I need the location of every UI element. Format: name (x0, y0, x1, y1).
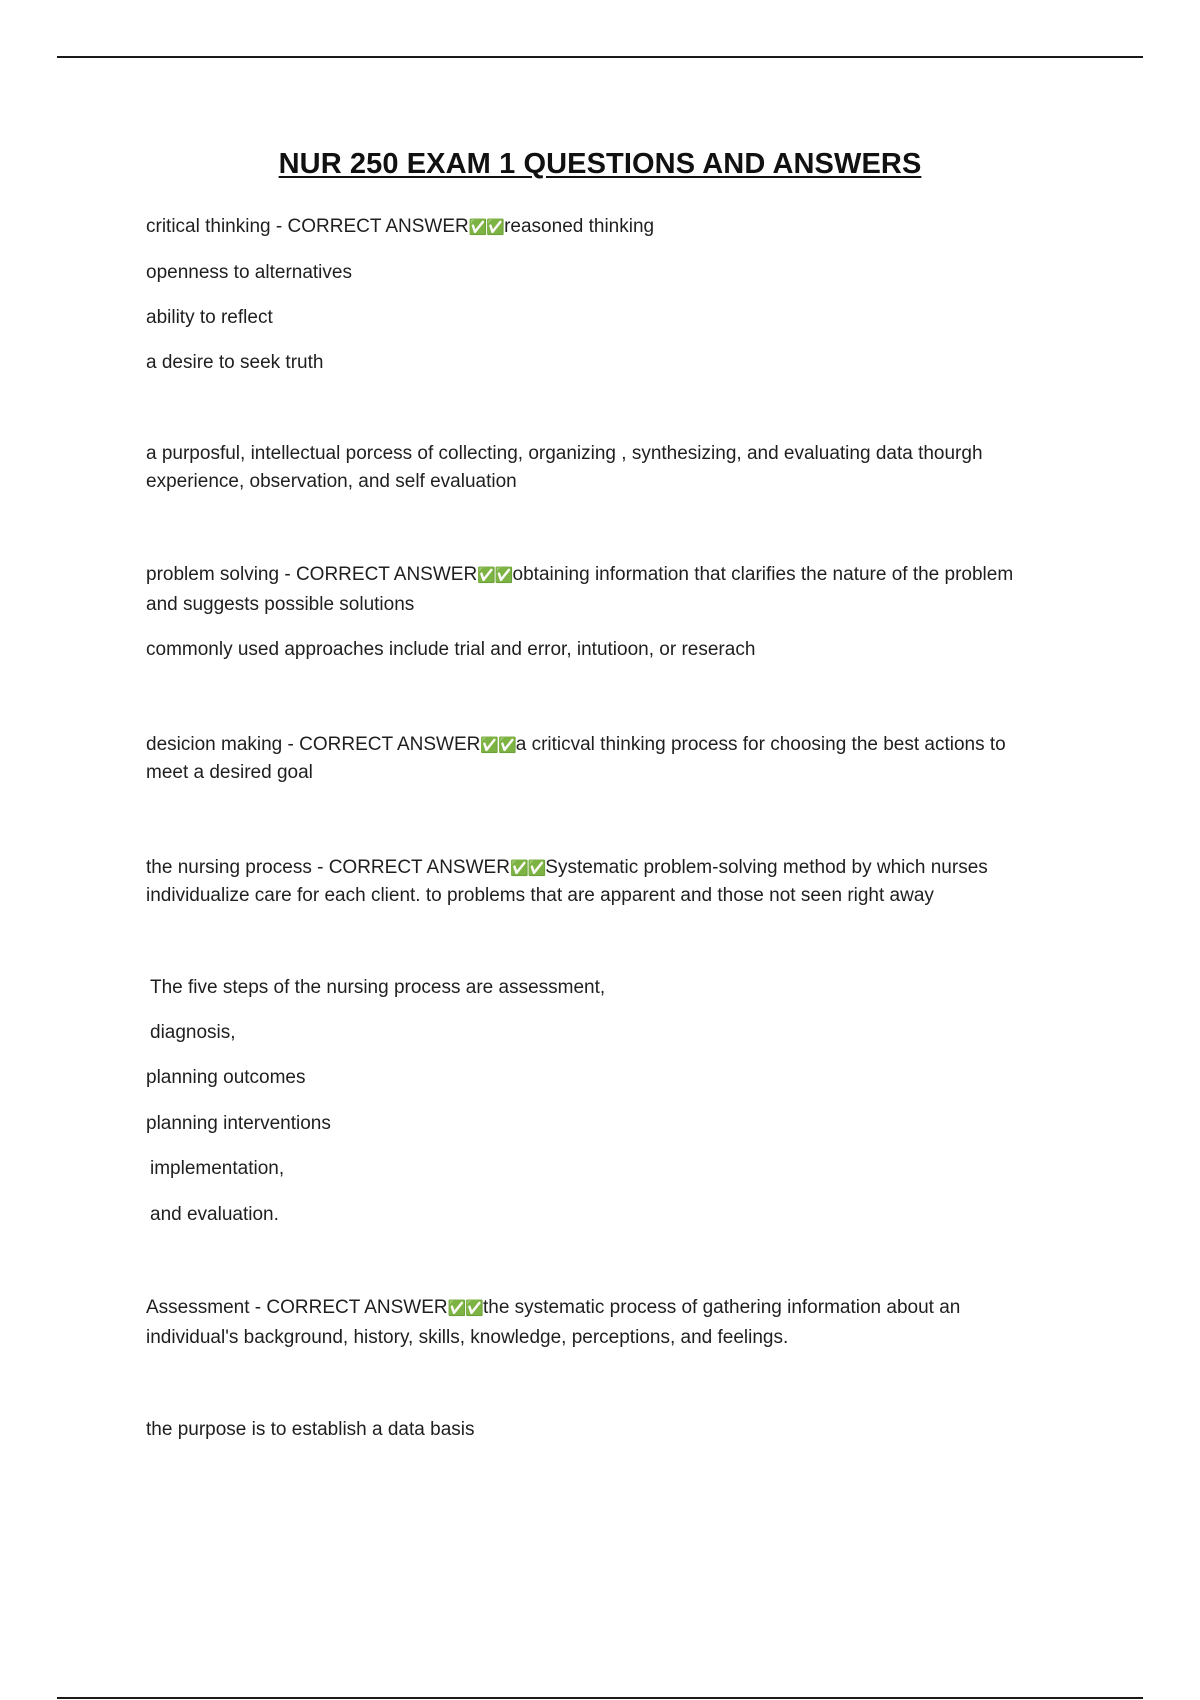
check-icon: ✅✅ (477, 567, 513, 584)
text-line: commonly used approaches include trial and error, intutioon, or reserach (146, 639, 756, 660)
text-line: planning interventions (146, 1113, 331, 1134)
check-icon: ✅✅ (509, 860, 546, 877)
qa-line-assessment: Assessment - CORRECT ANSWER✅✅the systematic process of gathering information about an (146, 1297, 961, 1318)
text-line: openness to alternatives (146, 262, 352, 283)
text-line: individual's background, history, skills, knowledge, perceptions, and feelings. (146, 1327, 789, 1348)
bottom-rule (57, 1697, 1143, 1699)
document-title: NUR 250 EXAM 1 QUESTIONS AND ANSWERS (278, 148, 922, 180)
check-icon: ✅✅ (480, 737, 516, 754)
text-line: ability to reflect (146, 307, 273, 328)
answer-marker: CORRECT ANSWER (299, 734, 481, 755)
check-icon: ✅✅ (468, 219, 505, 236)
top-rule (57, 56, 1143, 58)
text-line: diagnosis, (150, 1022, 236, 1043)
check-icon: ✅✅ (447, 1300, 483, 1317)
text-line: a desire to seek truth (146, 352, 324, 373)
text-line: individualize care for each client. to problems that are apparent and those not seen right away (146, 885, 934, 906)
answer-marker: CORRECT ANSWER (266, 1297, 448, 1318)
qa-line-nursing-process: the nursing process - CORRECT ANSWER✅✅Systematic problem-solving method by which nurses (146, 857, 988, 878)
text-line: experience, observation, and self evaluation (146, 471, 517, 492)
text-line: and evaluation. (150, 1204, 279, 1225)
text-line: The five steps of the nursing process are assessment, (150, 977, 606, 998)
answer-marker: CORRECT ANSWER (287, 216, 469, 237)
text-line: implementation, (150, 1158, 285, 1179)
answer-marker: CORRECT ANSWER (295, 564, 478, 585)
text-line: and suggests possible solutions (146, 594, 415, 615)
qa-line-decision-making: desicion making - CORRECT ANSWER✅✅a criticval thinking process for choosing the best actions to (146, 734, 1006, 755)
text-line: meet a desired goal (146, 762, 313, 783)
text-line: a purposful, intellectual porcess of collecting, organizing , synthesizing, and evaluating data thourgh (146, 443, 983, 464)
text-line: the purpose is to establish a data basis (146, 1419, 475, 1440)
qa-line-critical-thinking: critical thinking - CORRECT ANSWER✅✅reasoned thinking (146, 216, 655, 237)
qa-line-problem-solving: problem solving - CORRECT ANSWER✅✅obtaining information that clarifies the nature of the problem (146, 564, 1014, 585)
answer-marker: CORRECT ANSWER (328, 857, 510, 878)
text-line: planning outcomes (146, 1067, 306, 1088)
